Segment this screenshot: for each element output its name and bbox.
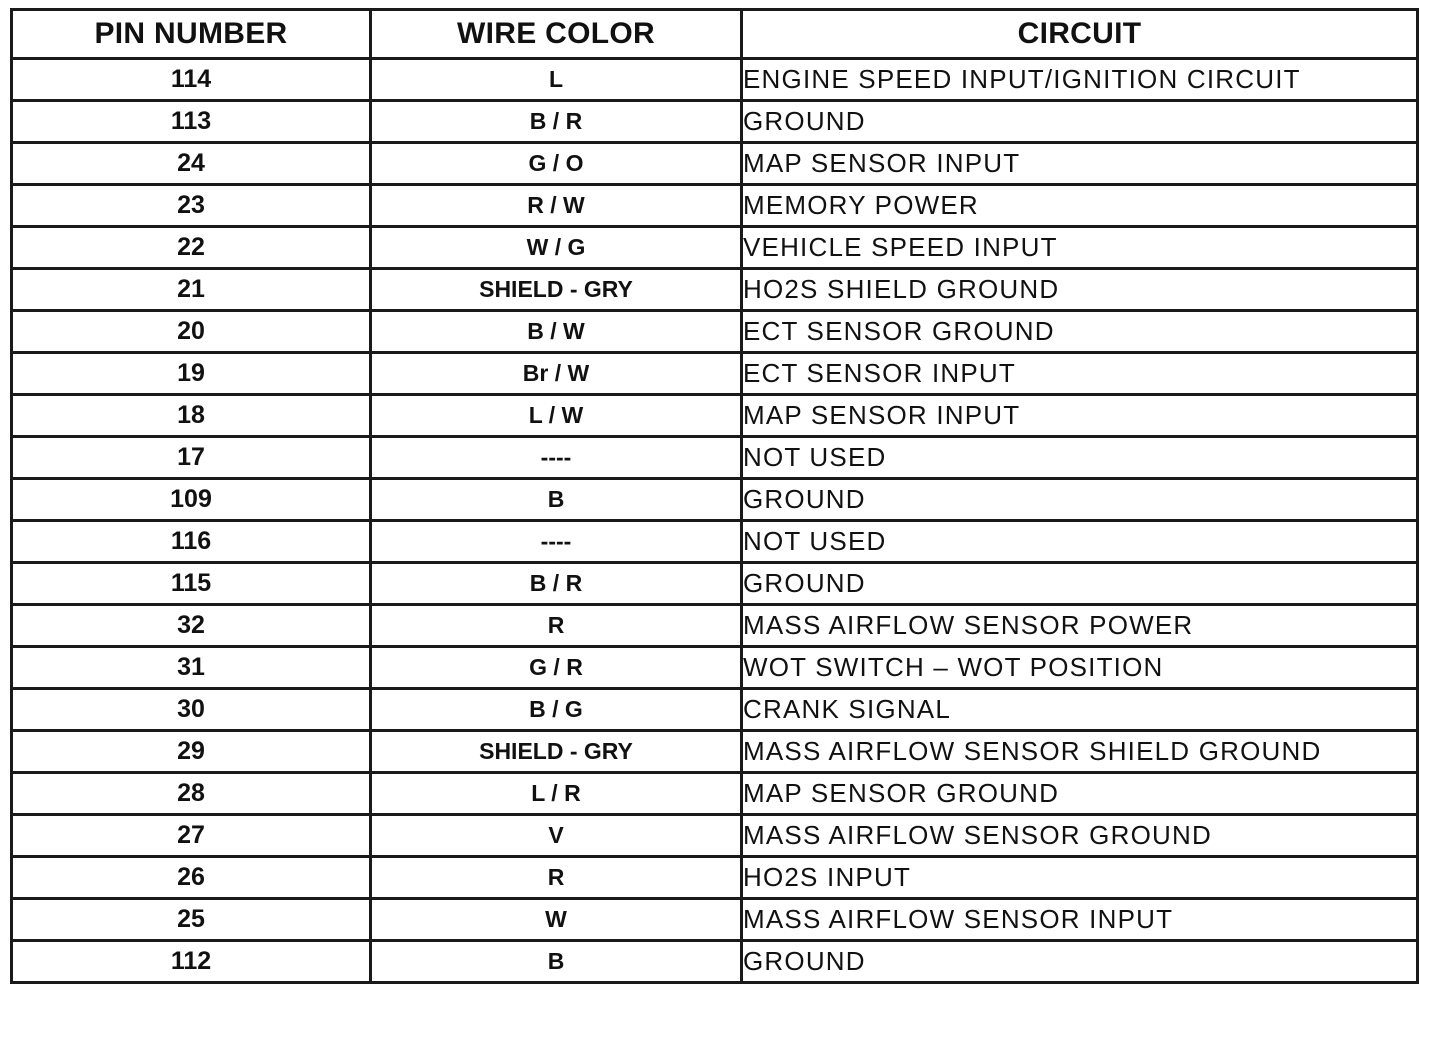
wire-color-cell: W <box>371 899 742 941</box>
pin-number-cell: 30 <box>12 689 371 731</box>
circuit-cell: MASS AIRFLOW SENSOR SHIELD GROUND <box>742 731 1418 773</box>
table-row <box>12 227 1418 269</box>
circuit-cell: GROUND <box>742 941 1418 983</box>
wire-color-cell: ---- <box>371 521 742 563</box>
header-pin-number: PIN NUMBER <box>12 10 371 59</box>
table-row <box>12 941 1418 983</box>
circuit-cell: NOT USED <box>742 521 1418 563</box>
wire-color-cell: SHIELD - GRY <box>371 731 742 773</box>
wire-color-cell: R <box>371 605 742 647</box>
table-row <box>12 563 1418 605</box>
pin-number-cell: 25 <box>12 899 371 941</box>
wire-color-cell: G / O <box>371 143 742 185</box>
wire-color-cell: SHIELD - GRY <box>371 269 742 311</box>
circuit-cell: MASS AIRFLOW SENSOR POWER <box>742 605 1418 647</box>
table-row <box>12 101 1418 143</box>
wire-color-cell: B / W <box>371 311 742 353</box>
circuit-cell: ECT SENSOR GROUND <box>742 311 1418 353</box>
wire-color-cell: R / W <box>371 185 742 227</box>
wire-color-cell: G / R <box>371 647 742 689</box>
circuit-cell: GROUND <box>742 479 1418 521</box>
table-row <box>12 437 1418 479</box>
circuit-cell: MEMORY POWER <box>742 185 1418 227</box>
table-row <box>12 605 1418 647</box>
pin-number-cell: 26 <box>12 857 371 899</box>
circuit-cell: MAP SENSOR INPUT <box>742 395 1418 437</box>
table-row <box>12 899 1418 941</box>
pin-number-cell: 21 <box>12 269 371 311</box>
wire-color-cell: B / R <box>371 101 742 143</box>
table-row <box>12 353 1418 395</box>
table-row <box>12 689 1418 731</box>
pin-number-cell: 17 <box>12 437 371 479</box>
circuit-cell: GROUND <box>742 101 1418 143</box>
circuit-cell: ECT SENSOR INPUT <box>742 353 1418 395</box>
pin-number-cell: 29 <box>12 731 371 773</box>
table-row <box>12 59 1418 101</box>
table-row <box>12 773 1418 815</box>
pin-number-cell: 24 <box>12 143 371 185</box>
header-circuit: CIRCUIT <box>742 10 1418 59</box>
circuit-cell: MAP SENSOR INPUT <box>742 143 1418 185</box>
circuit-cell: MAP SENSOR GROUND <box>742 773 1418 815</box>
table-header-row <box>12 10 1418 59</box>
table-row <box>12 647 1418 689</box>
circuit-cell: VEHICLE SPEED INPUT <box>742 227 1418 269</box>
wire-color-cell: B <box>371 479 742 521</box>
table-row <box>12 857 1418 899</box>
pin-number-cell: 27 <box>12 815 371 857</box>
wire-color-cell: B <box>371 941 742 983</box>
pin-number-cell: 114 <box>12 59 371 101</box>
table-row <box>12 311 1418 353</box>
table-row <box>12 731 1418 773</box>
table-row <box>12 815 1418 857</box>
wire-color-cell: ---- <box>371 437 742 479</box>
pinout-table <box>10 8 1419 984</box>
pin-number-cell: 116 <box>12 521 371 563</box>
circuit-cell: HO2S INPUT <box>742 857 1418 899</box>
table-row <box>12 269 1418 311</box>
table-row <box>12 521 1418 563</box>
circuit-cell: HO2S SHIELD GROUND <box>742 269 1418 311</box>
pin-number-cell: 112 <box>12 941 371 983</box>
circuit-cell: MASS AIRFLOW SENSOR INPUT <box>742 899 1418 941</box>
pin-number-cell: 31 <box>12 647 371 689</box>
wire-color-cell: B / G <box>371 689 742 731</box>
wire-color-cell: B / R <box>371 563 742 605</box>
pin-number-cell: 20 <box>12 311 371 353</box>
circuit-cell: ENGINE SPEED INPUT/IGNITION CIRCUIT <box>742 59 1418 101</box>
pin-number-cell: 109 <box>12 479 371 521</box>
pin-number-cell: 28 <box>12 773 371 815</box>
circuit-cell: MASS AIRFLOW SENSOR GROUND <box>742 815 1418 857</box>
wire-color-cell: L / W <box>371 395 742 437</box>
pin-number-cell: 113 <box>12 101 371 143</box>
table-row <box>12 185 1418 227</box>
header-wire-color: WIRE COLOR <box>371 10 742 59</box>
pin-number-cell: 115 <box>12 563 371 605</box>
wire-color-cell: R <box>371 857 742 899</box>
circuit-cell: CRANK SIGNAL <box>742 689 1418 731</box>
wire-color-cell: W / G <box>371 227 742 269</box>
table-row <box>12 143 1418 185</box>
pin-number-cell: 22 <box>12 227 371 269</box>
pin-number-cell: 32 <box>12 605 371 647</box>
wire-color-cell: L <box>371 59 742 101</box>
connector-pinout-sheet <box>10 8 1416 984</box>
circuit-cell: NOT USED <box>742 437 1418 479</box>
pin-number-cell: 23 <box>12 185 371 227</box>
pin-number-cell: 18 <box>12 395 371 437</box>
pin-number-cell: 19 <box>12 353 371 395</box>
wire-color-cell: V <box>371 815 742 857</box>
circuit-cell: GROUND <box>742 563 1418 605</box>
wire-color-cell: Br / W <box>371 353 742 395</box>
table-row <box>12 479 1418 521</box>
table-body <box>12 59 1418 983</box>
circuit-cell: WOT SWITCH – WOT POSITION <box>742 647 1418 689</box>
wire-color-cell: L / R <box>371 773 742 815</box>
table-row <box>12 395 1418 437</box>
